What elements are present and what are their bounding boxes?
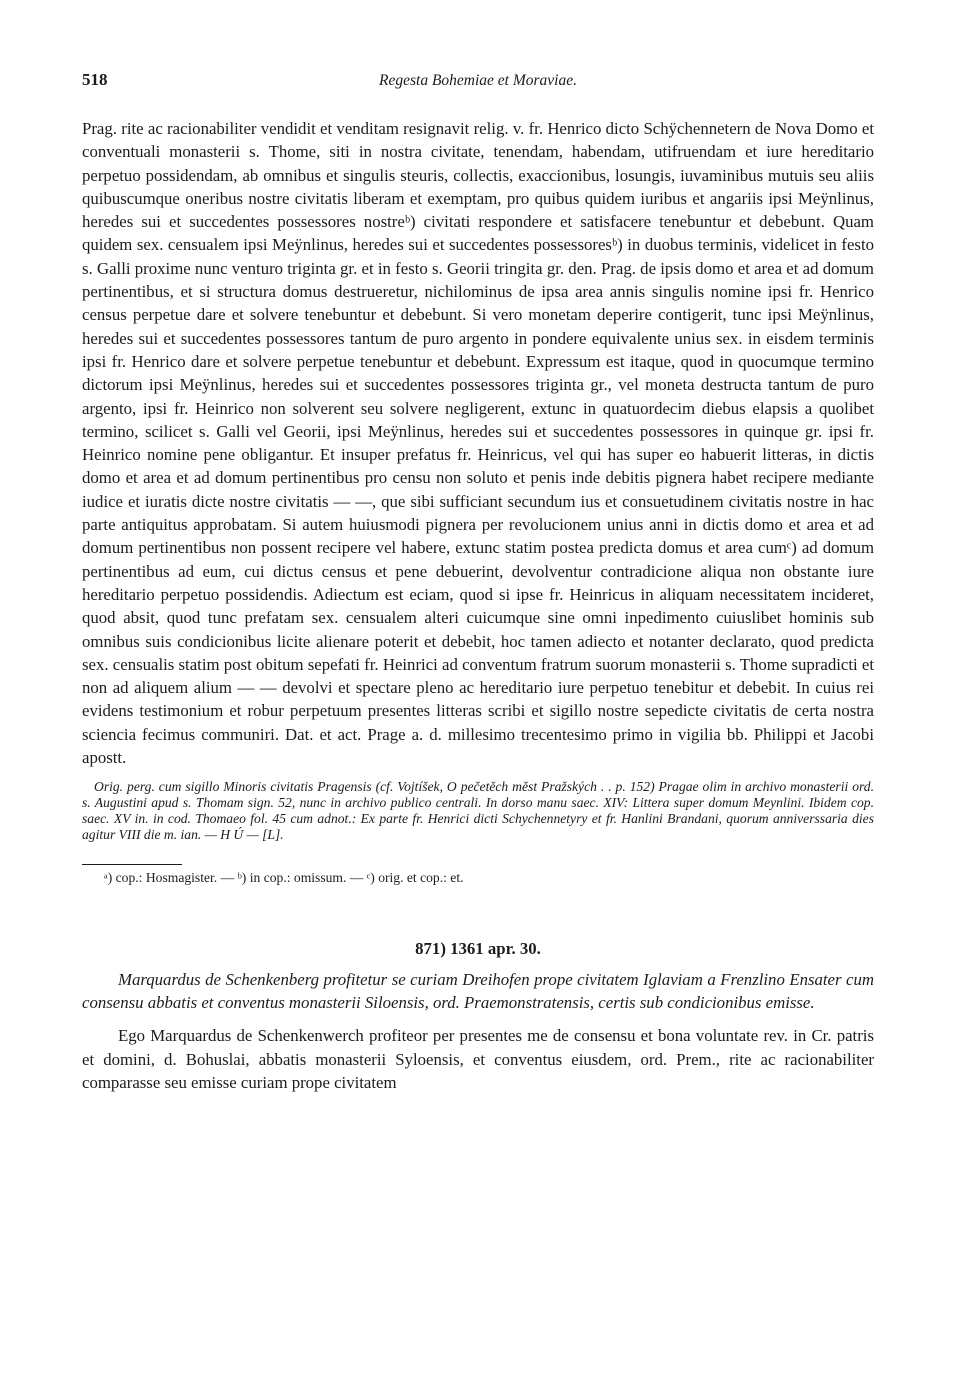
running-title: Regesta Bohemiae et Moraviae.: [379, 72, 577, 89]
page-number: 518: [82, 70, 108, 89]
charter-heading: 871) 1361 apr. 30.: [415, 939, 541, 959]
footnotes: ᵃ) cop.: Hosmagister. — ᵇ) in cop.: omissum. — ᶜ) orig. et cop.: et.: [104, 870, 464, 886]
page-header: [82, 70, 874, 104]
charter-text-continued: Prag. rite ac racionabiliter vendidit et venditam resignavit relig. v. fr. Henrico dicto Schÿchennetern de Nova Domo et conventuali monasterii s. Thome, siti in nostra civitate, tenendam, habendam, utifruendam et iure hereditario perpetuo possidendam, ab omnibus et singulis steuris, collectis, exaccionibus, losungis, iuvaminibus mutuis seu aliis quibuscumque oneribus nostre civitatis liberam et exemptam, pro quibus quidem iuribus et angariis ipsi Meÿnlinus, heredes sui et succedentes possessores nostreᵇ) civitati respondere et satisfacere tenebuntur et debebunt. Quam quidem sex. censualem ipsi Meÿnlinus, heredes sui et succedentes possessoresᵇ) in duobus terminis, videlicet in festo s. Galli proxime nunc venturo triginta gr. et in festo s. Georii tringita gr. den. Prag. de ipsis domo et area et ad domum pertinentibus, et si structura domus destrueretur, nichilominus de ipsa area annis singulis nomine ipsi fr. Henrico census perpetue dare et solvere tenebuntur et debebunt. Si vero monetam deperire contigerit, tunc ipsi Meÿnlinus, heredes sui et succedentes possessores tantum de puro argento in pondere equivalente unius sex. in eisdem terminis ipsi fr. Henrico dare et solvere perpetue tenebuntur et debebunt. Expressum est itaque, quod in quocumque termino dictorum ipsi Meÿnlinus, heredes sui et succedentes possessores triginta gr., vel moneta destructa tantum de puro argento, ipsi fr. Heinrico non solverent seu solvere negligerent, extunc in quatuordecim diebus elapsis a quolibet termino, scilicet s. Galli vel Georii, ipsi Meÿnlinus, heredes sui et succedentes possessores in quinque gr. ipsi fr. Heinrico nomine pene obligantur. Et insuper prefatus fr. Heinricus, vel qui has super eo habuerit litteras, in dictis domo et area et ad domum pertinentibus pro censu non soluto et penis inde debitis pignera habet recipere mediante iudice et iuratis dicte nostre civitatis — —, que sibi sufficiant secundum ius et consuetudinem civitatis nostre in hac parte antiquitus approbatam. Si autem huiusmodi pignera per revolucionem unius anni in dictis domo et area et ad domum pertinentibus non possent recipere vel habere, extunc statim postea predicta domus et area cumᶜ) ad domum pertinentibus ad eum, cui dictus census et pene debuerint, devolventur contradicione aliqua non obstante iure hereditario perpetuo possidendis. Adiectum est eciam, quod si ipse fr. Heinricus in aliquam necessitatem incideret, quod absit, quod tunc prefatam sex. censualem alteri cuicumque sine omni inpedimento cuiuslibet hominis sub omnibus suis condicionibus licite alienare poterit et debebit, hoc tamen adiecto et notanter declarato, quod predicta sex. censualis statim post obitum sepefati fr. Heinrici ad conventum fratrum suorum monasterii s. Thome supradicti et non ad aliquem alium — — devolvi et spectare pleno ac hereditario iure perpetuo tenebitur et debebit. In cuius rei evidens testimonium et robur perpetuum presentes litteras scribi et sigillo nostre sepedicte civitatis de certa nostra sciencia fecimus communiri. Dat. et act. Prage a. d. millesimo trecentesimo primo in vigilia bb. Philippi et Jacobi apostt.: [82, 119, 874, 768]
charter-regest: Marquardus de Schenkenberg profitetur se curiam Dreihofen prope civitatem Iglaviam a Frenzlino Ensater cum consensu abbatis et conventus monasterii Siloensis, ord. Praemonstratensis, certis sub condicionibus emisse.: [82, 970, 874, 1013]
document-page: [82, 70, 874, 1094]
source-note: Orig. perg. cum sigillo Minoris civitatis Pragensis (cf. Vojtíšek, O pečetěch měst Pražských . . p. 152) Pragae olim in archivo monasterii ord. s. Augustini apud s. Thomam sign. 52, nunc in archivo publico centrali. In dorso manu saec. XIV: Littera super domum Meynlini. Ibidem cop. saec. XV in. in cod. Thomaeo fol. 45 cum adnot.: Ex parte fr. Henrici dicti Schychennetyry et fr. Hanlini Brandani, quorum anniverssaria dies agitur VIII die m. ian. — H Ú — [L].: [82, 779, 874, 843]
charter-body: Ego Marquardus de Schenkenwerch profiteor per presentes me de consensu et bona voluntate rev. in Cr. patris et domini, d. Bohuslai, abbatis monasterii Syloensis, et conventus eiusdem, ord. Prem., rite ac racionabiliter comparasse seu emisse curiam prope civitatem: [82, 1026, 874, 1092]
footnote-divider: [82, 864, 182, 865]
